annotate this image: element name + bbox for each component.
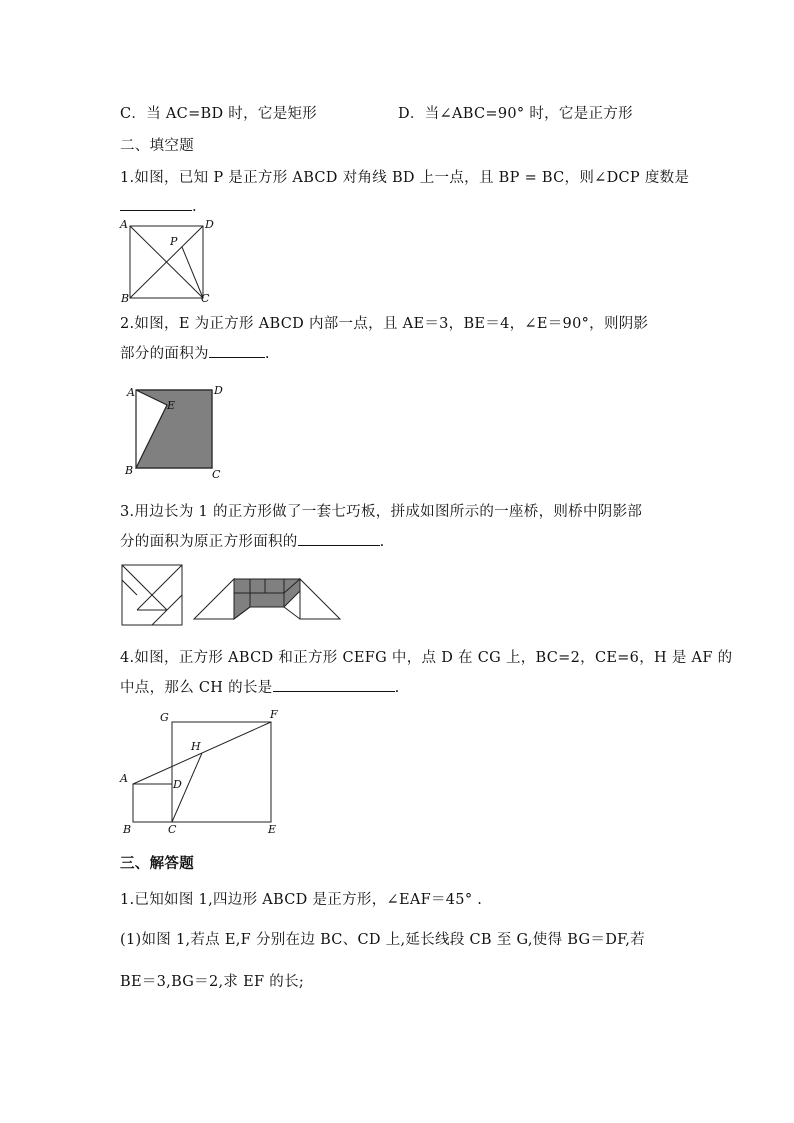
q1-label-p: P — [170, 235, 178, 248]
q4-text2: 中点，那么 CH 的长是 — [120, 680, 273, 696]
section-fill-blank-title: 二、填空题 — [120, 138, 194, 154]
q1-answer-blank[interactable] — [120, 196, 192, 211]
q1-label-b: B — [121, 292, 130, 305]
q1-answer-line — [120, 196, 197, 215]
q2-label-d: D — [214, 384, 223, 397]
q2-label-c: C — [212, 468, 221, 481]
q1-figure — [118, 216, 218, 308]
choice-c: C．当 AC=BD 时，它是矩形 — [120, 106, 318, 122]
tangram-bridge — [194, 579, 340, 619]
q3-answer-line — [120, 530, 385, 551]
q4-label-f: F — [270, 708, 278, 721]
q4-label-g: G — [160, 711, 169, 724]
choice-d: D．当∠ABC=90° 时，它是正方形 — [398, 106, 633, 122]
q4-label-h: H — [191, 740, 201, 753]
q2-label-a: A — [127, 386, 135, 399]
q2-text: 2.如图，E 为正方形 ABCD 内部一点，且 AE＝3，BE＝4，∠E＝90°，则阴影 — [120, 316, 649, 332]
q4-figure — [118, 704, 293, 838]
q1-label-a: A — [120, 218, 128, 231]
q2-figure — [120, 382, 230, 482]
q4-label-a: A — [120, 772, 128, 785]
q4-label-e: E — [268, 823, 277, 836]
q3-figure — [120, 563, 350, 627]
q2-label-b: B — [125, 464, 134, 477]
q4-label-d: D — [173, 778, 182, 791]
s1-part1b: BE＝3,BG＝2,求 EF 的长; — [120, 974, 305, 990]
s1-part1a: (1)如图 1,若点 E,F 分别在边 BC、CD 上,延长线段 CB 至 G,使得 BG＝DF,若 — [120, 932, 645, 948]
q3-text2: 分的面积为原正方形面积的 — [120, 534, 298, 550]
q3-answer-blank[interactable] — [298, 531, 380, 546]
tangram-square — [122, 565, 182, 625]
q1-label-c: C — [201, 292, 210, 305]
q2-text2: 部分的面积为 — [120, 346, 209, 362]
q1-end: . — [192, 199, 197, 215]
q2-end: . — [264, 346, 270, 362]
s1-text: 1.已知如图 1,四边形 ABCD 是正方形，∠EAF＝45° . — [120, 892, 483, 908]
q2-label-e: E — [167, 399, 176, 412]
q4-answer-blank[interactable] — [273, 677, 395, 692]
q1-label-d: D — [205, 218, 214, 231]
section-solve-title: 三、解答题 — [120, 855, 194, 872]
q3-text: 3.用边长为 1 的正方形做了一套七巧板，拼成如图所示的一座桥，则桥中阴影部 — [120, 504, 643, 520]
q2-answer-blank[interactable] — [209, 343, 265, 358]
q4-text: 4.如图，正方形 ABCD 和正方形 CEFG 中，点 D 在 CG 上，BC=2，CE=6，H 是 AF 的 — [120, 650, 733, 666]
q1-text: 1.如图，已知 P 是正方形 ABCD 对角线 BD 上一点，且 BP = BC，则∠DCP 度数是 — [120, 170, 690, 186]
q4-label-c: C — [168, 823, 177, 836]
q3-end: . — [379, 534, 385, 550]
q4-answer-line — [120, 676, 399, 697]
q4-label-b: B — [123, 823, 132, 836]
q4-end: . — [394, 680, 400, 696]
q2-answer-line — [120, 342, 270, 363]
